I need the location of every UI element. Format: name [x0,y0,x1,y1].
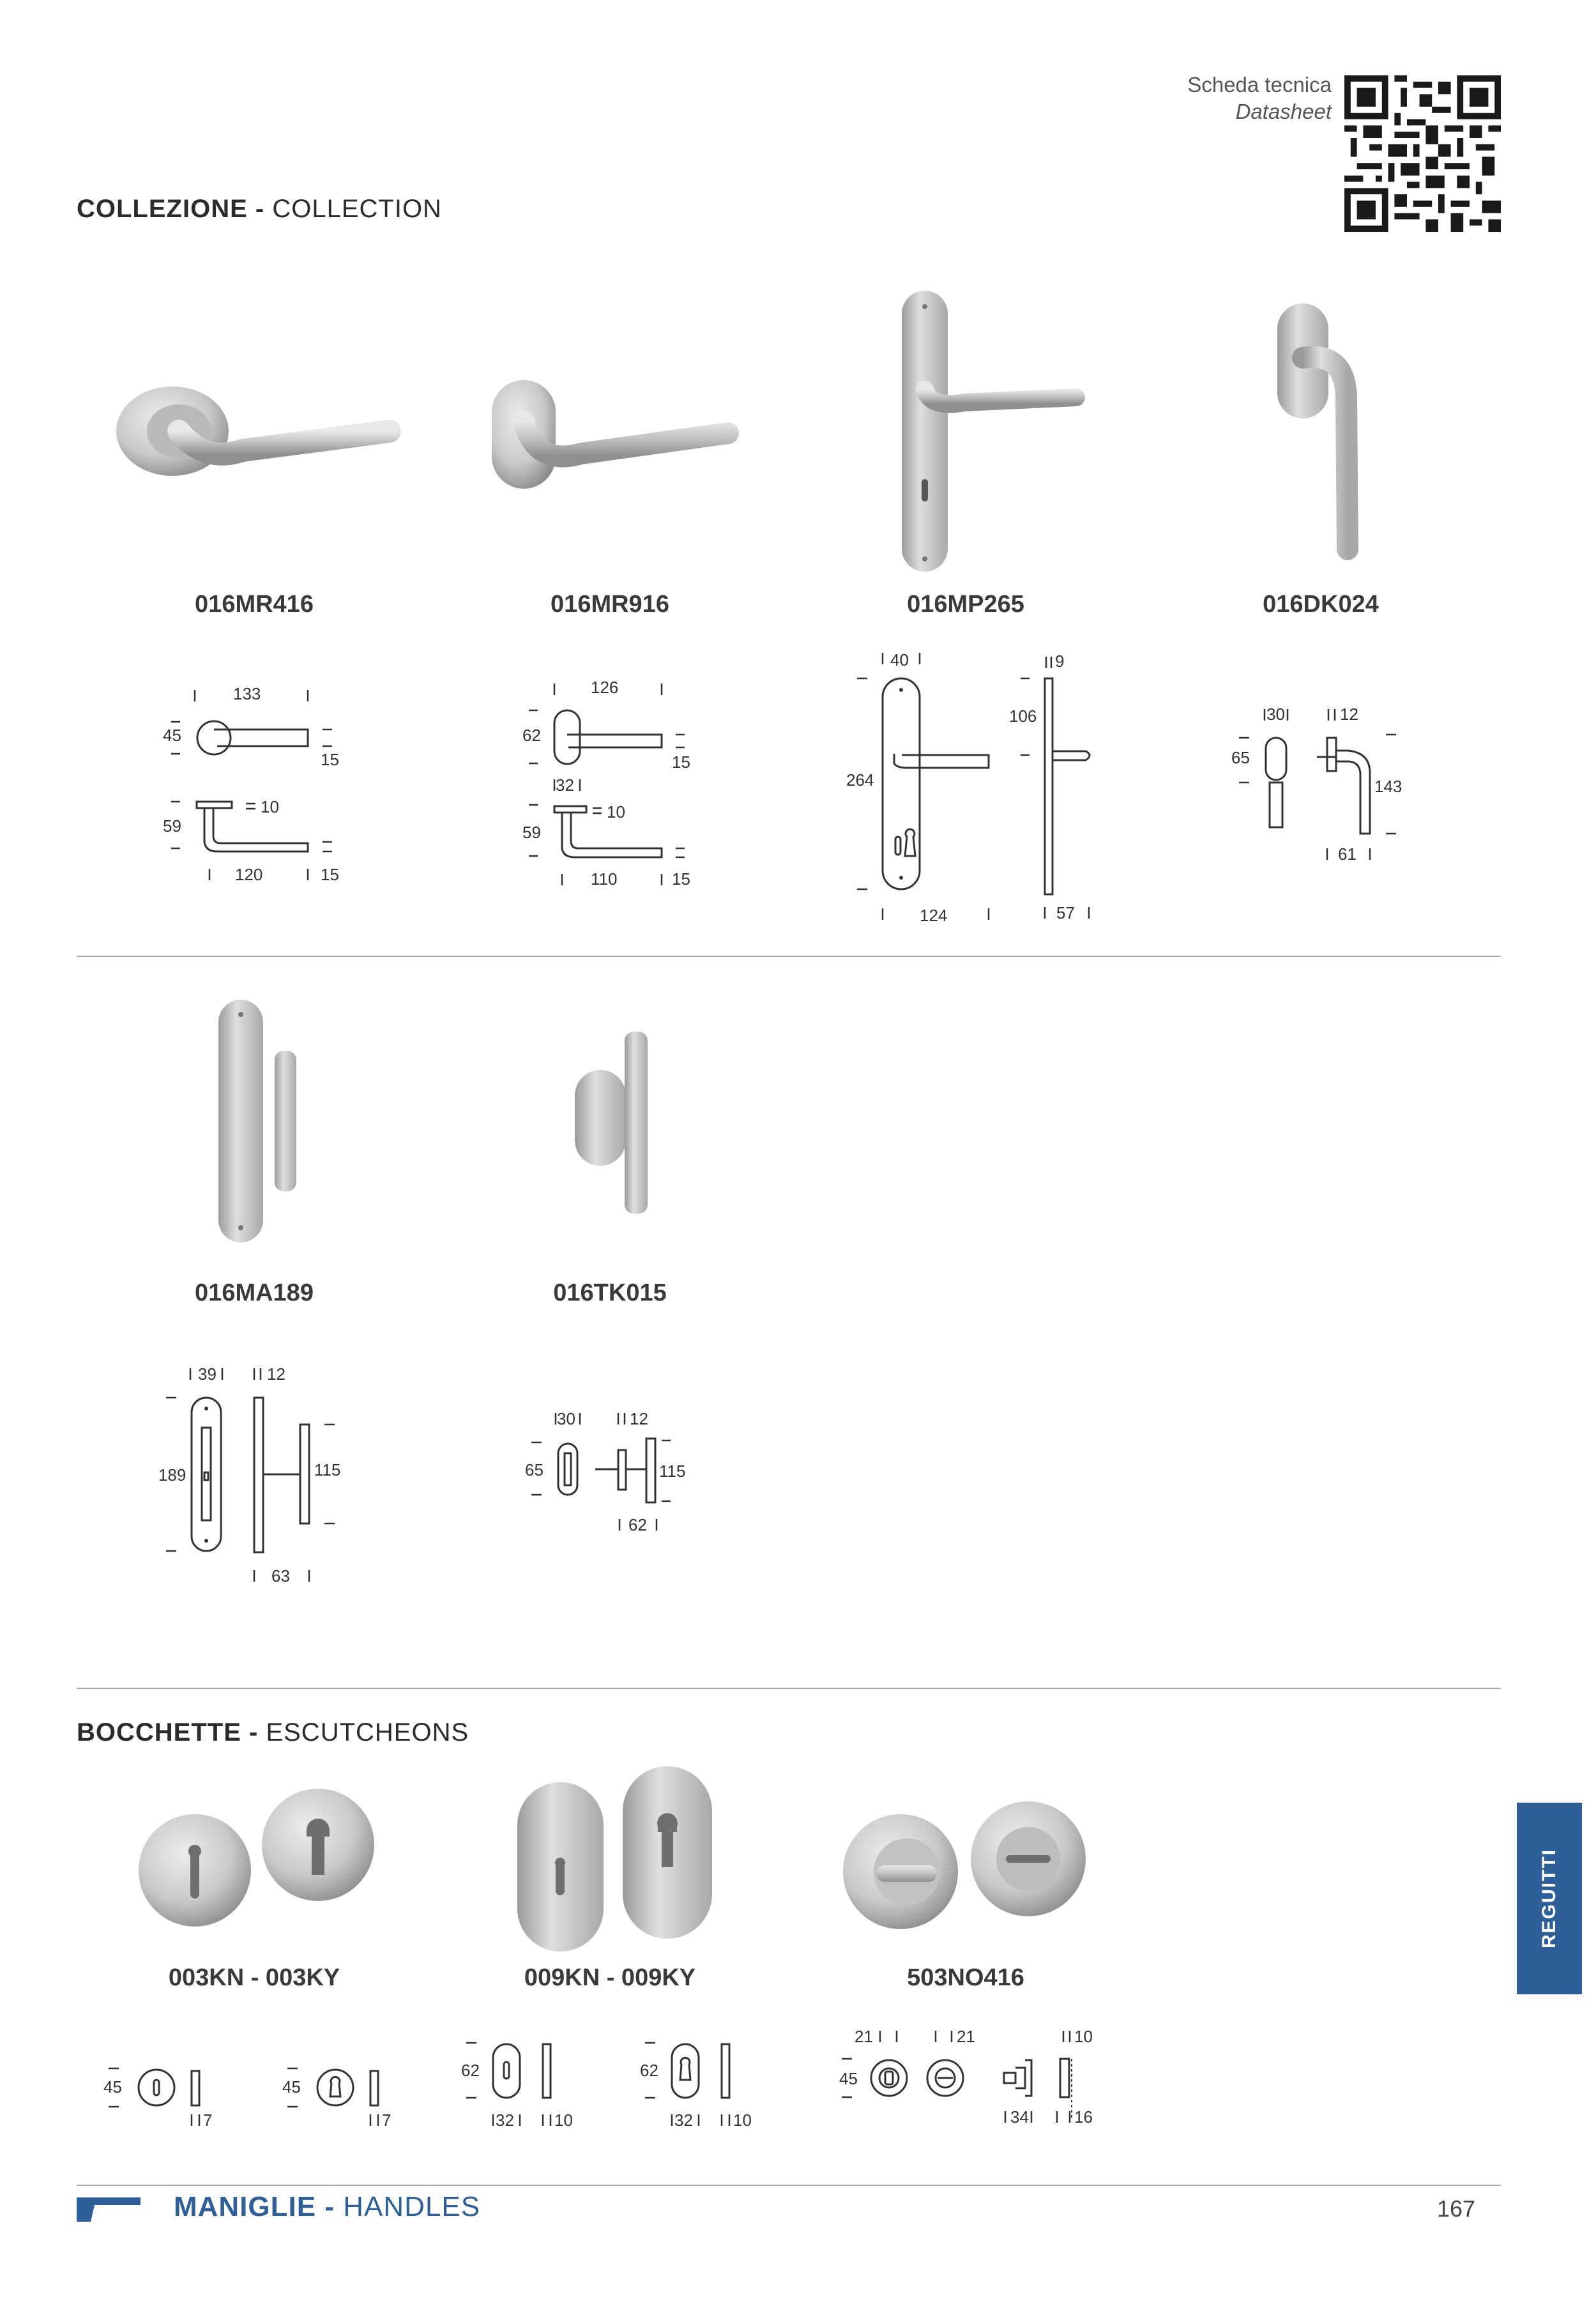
dim-label: 143 [1374,777,1402,796]
product-code: 016MR916 [551,591,669,618]
dim-label: 45 [839,2069,858,2088]
photo-503NO416 [837,1789,1105,1936]
dim-label: 30 [557,1409,575,1428]
drawing-503NO416 [830,2022,1111,2137]
dim-label: 59 [522,823,541,842]
dim-label: 61 [1338,844,1357,864]
drawing-016MR416 [153,671,358,888]
dim-label: 65 [525,1460,543,1479]
footer-divider [77,2185,1501,2186]
photo-009KN-009KY [511,1763,728,1955]
dim-label: 10 [733,2111,752,2130]
dim-label: 15 [321,865,339,884]
product-code: 503NO416 [907,1964,1024,1991]
product-code: 016MR416 [195,591,314,618]
dim-label: 40 [890,650,909,669]
photo-016MA189 [211,997,307,1246]
escutcheons-title: BOCCHETTE - ESCUTCHEONS [77,1718,469,1746]
photo-016DK024 [1271,300,1386,562]
dim-label: 57 [1056,903,1075,922]
dim-label: 126 [591,678,619,697]
dim-label: 110 [591,869,618,889]
product-code: 016DK024 [1263,591,1379,618]
dim-label: 62 [628,1515,647,1534]
dim-label: 21 [855,2027,873,2046]
dim-label: 62 [461,2061,480,2080]
dim-label: 115 [314,1460,341,1479]
drawing-016MP265 [843,645,1111,933]
dim-label: 9 [1055,652,1065,671]
drawing-009KY [632,2031,773,2140]
photo-003KN-003KY [128,1776,383,1929]
datasheet-label-en: Datasheet [1235,100,1332,123]
drawing-003KY [275,2051,415,2140]
product-code: 016MA189 [195,1279,314,1306]
dim-label: 45 [282,2077,301,2097]
collection-title: COLLEZIONE - COLLECTION [77,195,442,223]
page-number: 167 [1437,2196,1476,2222]
datasheet-label [1086,72,1332,125]
dim-label: 65 [1231,748,1250,767]
dim-label: 10 [554,2111,573,2130]
dim-label: 12 [630,1409,648,1428]
section-divider [77,956,1501,957]
dim-label: 15 [672,752,690,772]
dim-label: 15 [672,869,690,889]
dim-label: 189 [158,1465,186,1485]
dim-label: 32 [674,2111,693,2130]
dim-label: 62 [522,726,541,745]
dim-label: 115 [659,1462,686,1481]
drawing-016MR916 [511,671,715,894]
dim-label: 59 [163,816,181,836]
dim-label: 39 [198,1364,217,1384]
drawing-003KN [96,2051,236,2140]
product-code: 016MP265 [907,591,1024,618]
dim-label: 30 [1266,705,1285,724]
dim-label: 10 [1074,2027,1093,2046]
dim-label: 62 [640,2061,658,2080]
footer-title: MANIGLIE - HANDLES [174,2191,481,2222]
dim-label: 7 [382,2111,391,2130]
qr-code[interactable] [1344,75,1501,232]
brand-side-tab[interactable] [1517,1803,1582,1994]
brand-side-tab-label: REGUITTI [1539,1849,1560,1948]
product-code: 016TK015 [553,1279,667,1306]
dim-label: 120 [235,865,263,884]
dim-label: 32 [496,2111,514,2130]
dim-label: 21 [957,2027,975,2046]
drawing-009KN [453,2031,594,2140]
dim-label: 16 [1074,2107,1093,2127]
brand-logo-icon [77,2197,141,2223]
section-divider [77,1688,1501,1689]
drawing-016MA189 [153,1361,358,1591]
dim-label: 34 [1010,2107,1029,2127]
drawing-016DK024 [1226,696,1418,869]
photo-016MR916 [485,370,741,498]
datasheet-label-it: Scheda tecnica [1187,73,1332,96]
dim-label: 264 [846,770,874,790]
dim-label: 10 [261,797,279,816]
photo-016MR416 [109,358,409,498]
product-code: 003KN - 003KY [168,1964,340,1991]
dim-label: 45 [103,2077,122,2097]
dim-label: 133 [233,684,261,703]
photo-016MP265 [894,287,1098,575]
dim-label: 45 [163,726,181,745]
dim-label: 63 [271,1566,290,1585]
dim-label: 10 [607,802,625,821]
dim-label: 12 [1340,705,1358,724]
drawing-016TK015 [511,1405,715,1552]
dim-label: 12 [267,1364,285,1384]
dim-label: 7 [203,2111,213,2130]
dim-label: 106 [1009,707,1037,726]
dim-label: 15 [321,750,339,769]
dim-label: 124 [920,906,948,925]
photo-016TK015 [562,1025,664,1217]
dim-label: 32 [556,775,574,795]
product-code: 009KN - 009KY [524,1964,696,1991]
